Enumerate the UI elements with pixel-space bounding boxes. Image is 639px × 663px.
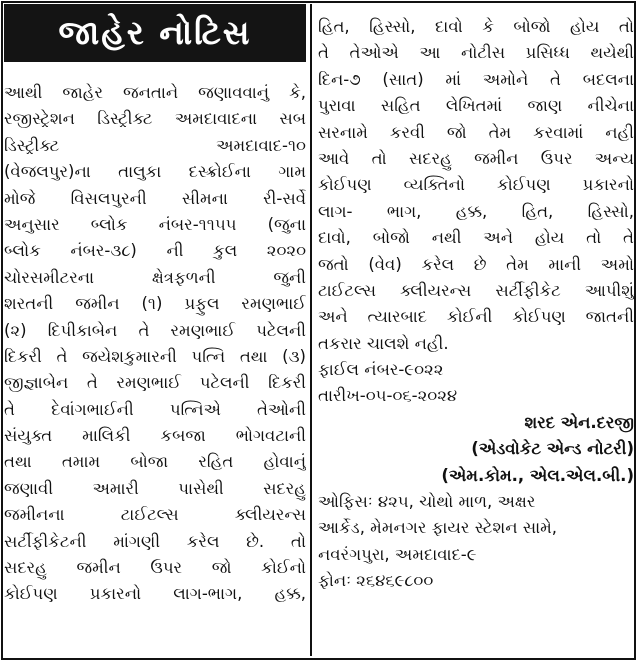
file-number: ફાઈલ નંબર-૯૦૨૨ — [318, 360, 444, 380]
body-line: ચોરસમીટરના ક્ષેત્રફળની જુની — [4, 267, 306, 287]
office-address-line: આર્કેડ, મેમનગર ફાયર સ્ટેશન સામે, — [318, 518, 558, 538]
body-line: આથી જાહેર જનતાને જણાવવાનું કે, — [4, 83, 306, 102]
body-line: સદરહુ જમીન ઉપર જો કોઈનો — [4, 558, 306, 578]
office-address-line: ઓફિસઃ ૪૨૫, ચોથો માળ, અક્ષર — [318, 492, 536, 512]
body-line: દિન-૭ (સાત) માં અમોને તે બદલના — [318, 69, 634, 89]
body-line: જતો (વેવ) કરેલ છે તેમ માની અમો — [318, 254, 634, 274]
body-line: અને ત્યારબાદ કોઈની કોઈપણ જાતની — [318, 307, 634, 327]
notice-date: તારીખ-૦૫-૦૬-૨૦૨૪ — [318, 386, 458, 406]
body-line: હિત, હિસ્સો, દાવો કે બોજો હોય તો — [318, 17, 634, 36]
body-line: લાગ- ભાગ, હક્ક, હિત, હિસ્સો, — [318, 201, 634, 221]
notice-left-column — [4, 4, 306, 656]
body-line: તે તેઓએ આ નોટીસ પ્રસિધ્ધ થયેથી — [318, 43, 634, 63]
body-line: ડિસ્ટ્રીક્ટ અમદાવાદ-૧૦ — [4, 135, 306, 155]
body-line: કોઈપણ પ્રકારનો લાગ-ભાગ, હક્ક, — [4, 584, 306, 604]
body-line: સર્ટીફીકેટની માંગણી કરેલ છે. તો — [4, 531, 306, 551]
body-line: આવે તો સદરહુ જમીન ઉપર અન્ય — [318, 148, 634, 168]
body-line: તે દેવાંગભાઈની પત્નિએ તેઓની — [4, 399, 306, 419]
body-line: બ્લોક નંબર-૩૮) ની કુલ ૨૦૨૦ — [4, 241, 306, 261]
body-line: (વેજલપુર)ના તાલુકા દસ્ક્રોઈના ગામ — [4, 162, 306, 182]
office-address-line: નવરંગપુરા, અમદાવાદ-૯ — [318, 544, 477, 564]
notice-title: જાહેર નોટિસ — [4, 4, 306, 62]
body-line: જમીનના ટાઈટલ્સ ક્લીયરન્સ — [4, 505, 306, 525]
body-line: (૨) દિપીકાબેન તે રમણભાઈ પટેલની — [4, 320, 306, 340]
body-line: ટાઈટલ્સ ક્લીયરન્સ સર્ટીફીકેટ આપીશું — [318, 280, 634, 300]
body-line: સંયુક્ત માલિકી કબજા ભોગવટાની — [4, 426, 306, 446]
right-body-text — [318, 14, 634, 595]
body-line: દિકરી તે જયેશકુમારની પત્નિ તથા (૩) — [4, 346, 306, 366]
notice-right-column — [318, 4, 634, 656]
left-body-text — [4, 80, 306, 608]
office-phone: ફોનઃ ૨૬૪૬૯૮૦૦ — [318, 571, 434, 591]
body-line: જણાવી અમારી પાસેથી સદરહુ — [4, 478, 306, 498]
signatory-role: (એડવોકેટ એન્ડ નોટરી) — [471, 439, 634, 459]
body-line: તથા તમામ બોજા રહિત હોવાનું — [4, 452, 306, 472]
body-line: શરતની જમીન (૧) પ્રફુલ રમણભાઈ — [4, 294, 306, 314]
signatory-name: શરદ એન.દરજી — [524, 412, 634, 432]
body-line: મોજે વિસલપુરની સીમના રી-સર્વે — [4, 188, 306, 208]
body-line: અનુસાર બ્લોક નંબર-૧૧૫૫ (જુના — [4, 214, 306, 234]
body-line: કોઈપણ વ્યક્તિનો કોઈપણ પ્રકારનો — [318, 175, 634, 195]
body-line: દાવો, બોજો નથી અને હોય તો તે — [318, 228, 634, 248]
body-line: તકરાર ચાલશે નહી. — [318, 333, 449, 353]
signatory-qualification: (એમ.કોમ., એલ.એલ.બી.) — [441, 465, 634, 485]
body-line: સરનામે કરવી જો તેમ કરવામાં નહી — [318, 122, 634, 142]
column-divider — [310, 4, 312, 656]
body-line: પુરાવા સહિત લેખિતમાં જાણ નીચેના — [318, 96, 634, 116]
body-line: રજીસ્ટ્રેશન ડિસ્ટ્રીક્ટ અમદાવાદના સબ — [4, 109, 306, 129]
body-line: જીજ્ઞાબેન તે રમણભાઈ પટેલની દિકરી — [4, 373, 306, 393]
